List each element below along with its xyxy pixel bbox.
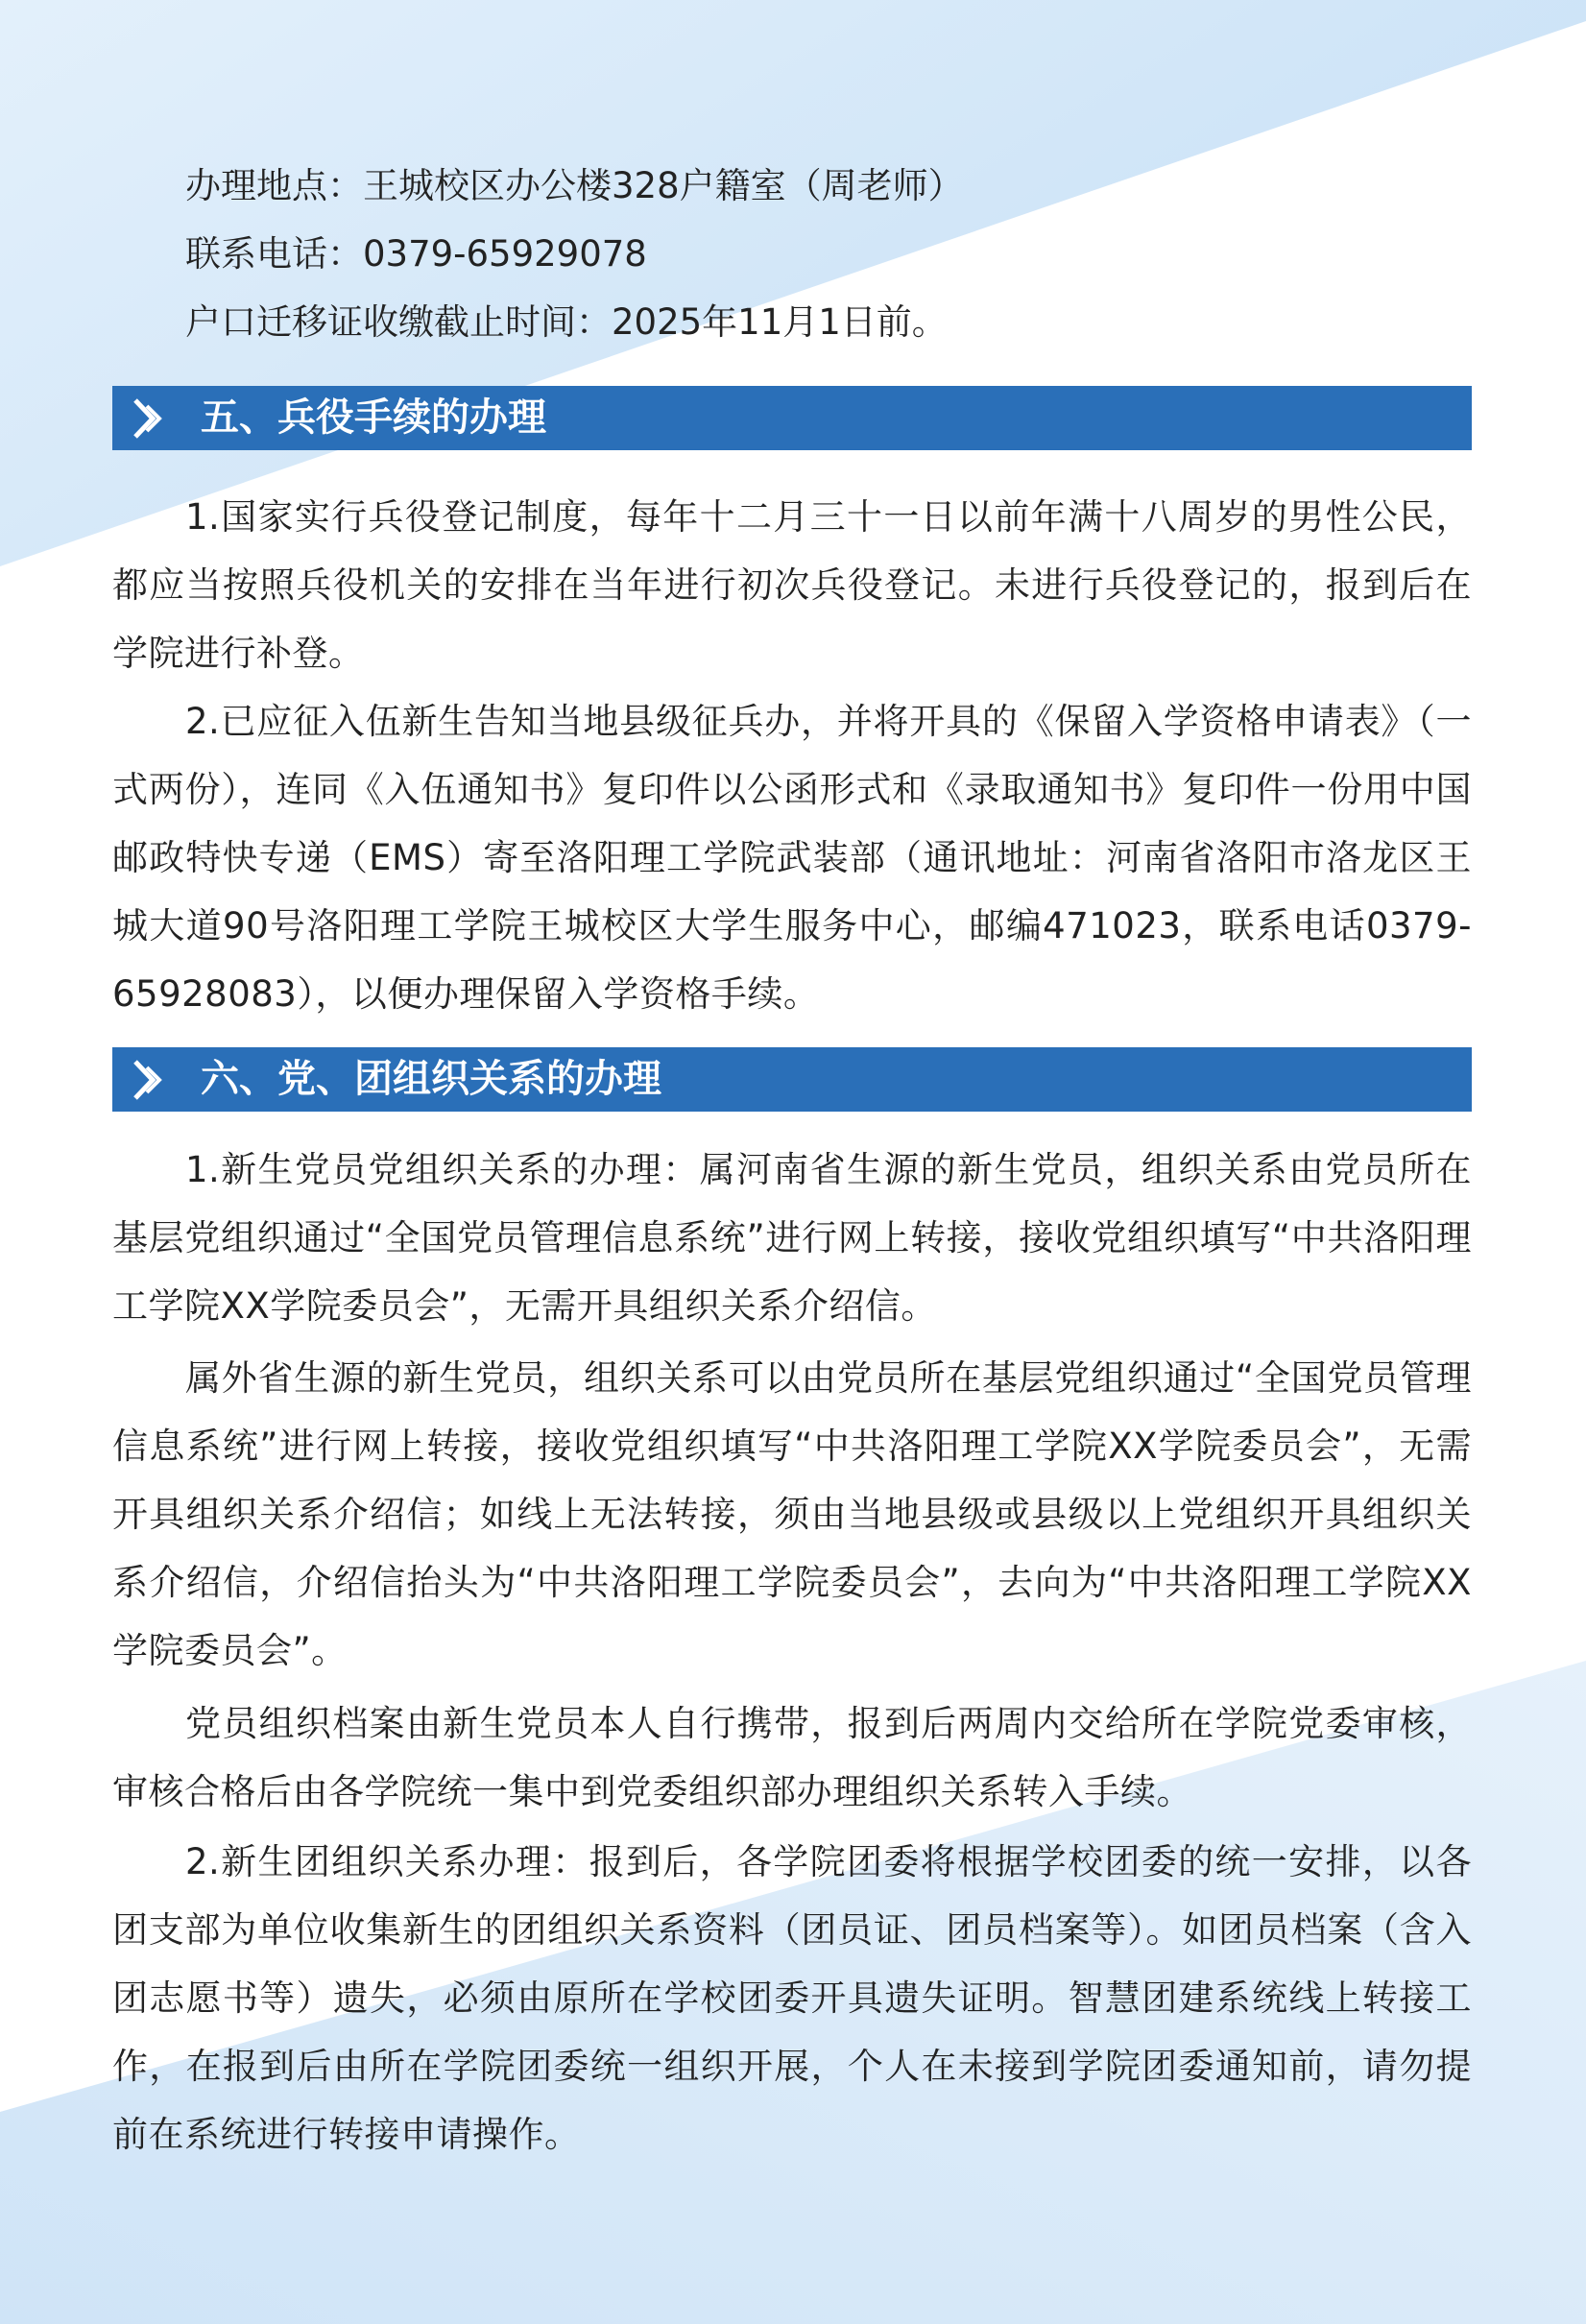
- section-6-header: [112, 1047, 1472, 1112]
- section-6-paragraph-3: 党员组织档案由新生党员本人自行携带，报到后两周内交给所在学院党委审核，审核合格后由各学院统一集中到党委组织部办理组织关系转入手续。: [112, 1703, 1472, 1812]
- location-line: 办理地点：王城校区办公楼328户籍室（周老师）: [185, 165, 964, 206]
- chevron-right-icon: [128, 1058, 172, 1102]
- section-6-title: 六、党、团组织关系的办理: [201, 1057, 661, 1101]
- section-5-header: [112, 386, 1472, 450]
- section-6-paragraph-1: 1.新生党员党组织关系的办理：属河南省生源的新生党员，组织关系由党员所在基层党组织通过“全国党员管理信息系统”进行网上转接，接收党组织填写“中共洛阳理工学院XX学院委员会”，无需开具组织关系介绍信。: [112, 1149, 1472, 1327]
- phone-line: 联系电话：0379-65929078: [185, 233, 647, 275]
- section-5-paragraph-1: 1.国家实行兵役登记制度，每年十二月三十一日以前年满十八周岁的男性公民，都应当按照兵役机关的安排在当年进行初次兵役登记。未进行兵役登记的，报到后在学院进行补登。: [112, 496, 1472, 674]
- section-6-paragraph-2: 属外省生源的新生党员，组织关系可以由党员所在基层党组织通过“全国党员管理信息系统”进行网上转接，接收党组织填写“中共洛阳理工学院XX学院委员会”，无需开具组织关系介绍信；如线上无法转接，须由当地县级或县级以上党组织开具组织关系介绍信，介绍信抬头为“中共洛阳理工学院委员会”，去向为“中共洛阳理工学院XX学院委员会”。: [112, 1357, 1472, 1671]
- chevron-right-icon: [128, 396, 172, 441]
- section-6-paragraph-4: 2.新生团组织关系办理：报到后，各学院团委将根据学校团委的统一安排，以各团支部为单位收集新生的团组织关系资料（团员证、团员档案等）。如团员档案（含入团志愿书等）遗失，必须由原所在学校团委开具遗失证明。智慧团建系统线上转接工作，在报到后由所在学院团委统一组织开展，个人在未接到学院团委通知前，请勿提前在系统进行转接申请操作。: [112, 1841, 1472, 2155]
- deadline-line: 户口迁移证收缴截止时间：2025年11月1日前。: [185, 301, 948, 343]
- section-5-paragraph-2: 2.已应征入伍新生告知当地县级征兵办，并将开具的《保留入学资格申请表》（一式两份），连同《入伍通知书》复印件以公函形式和《录取通知书》复印件一份用中国邮政特快专递（EMS）寄至洛阳理工学院武装部（通讯地址：河南省洛阳市洛龙区王城大道90号洛阳理工学院王城校区大学生服务中心，邮编471023，联系电话0379-65928083），以便办理保留入学资格手续。: [112, 701, 1472, 1015]
- section-5-title: 五、兵役手续的办理: [201, 395, 546, 440]
